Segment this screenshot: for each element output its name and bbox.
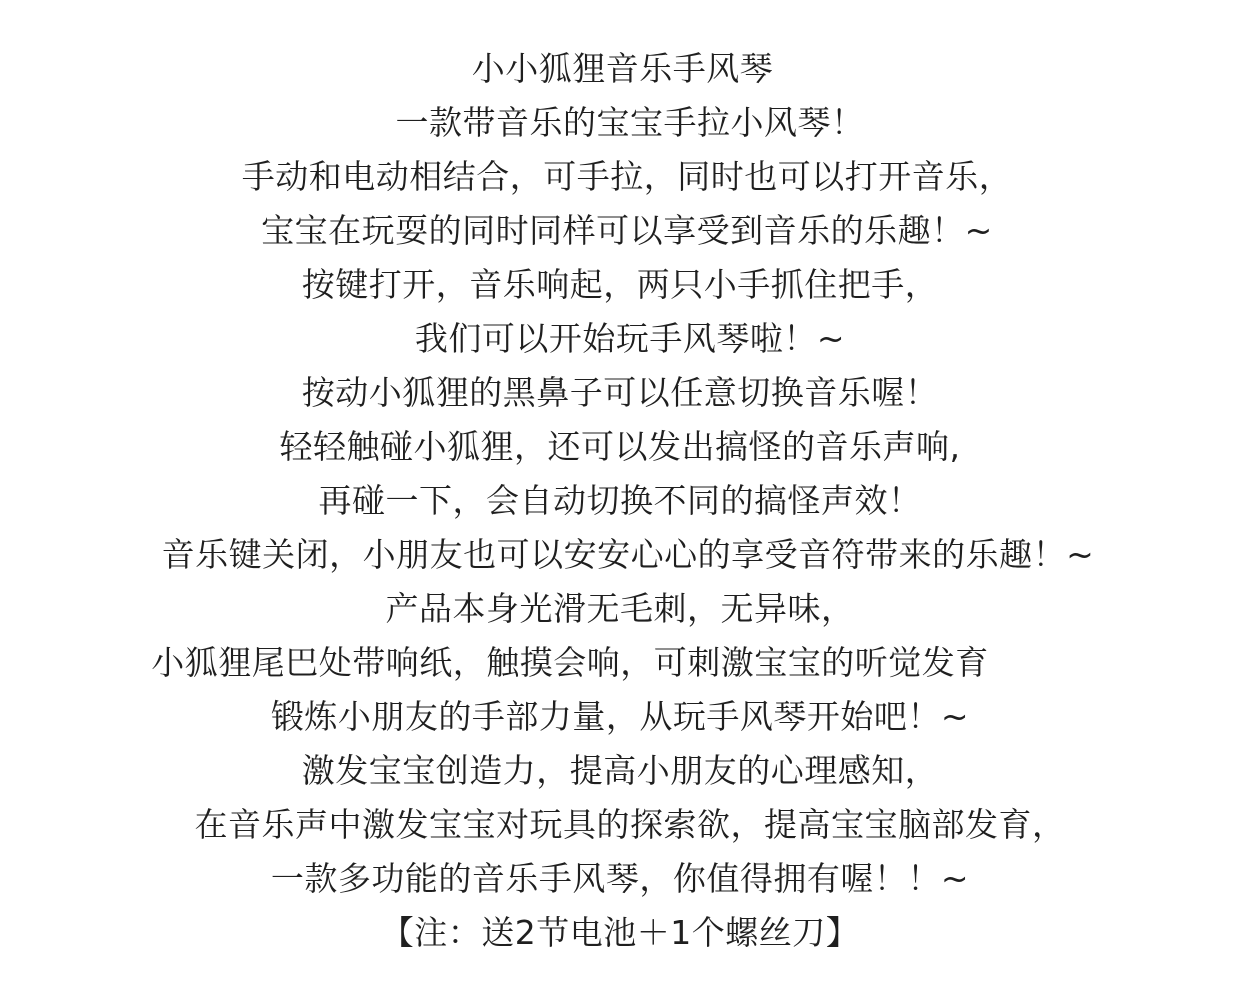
description-note: 【注：送2节电池＋1个螺丝刀】 (380, 913, 860, 952)
description-line: 激发宝宝创造力，提高小朋友的心理感知， (301, 751, 939, 790)
description-line: 手动和电动相结合，可手拉，同时也可以打开音乐， (241, 157, 1013, 196)
description-line: 按动小狐狸的黑鼻子可以任意切换音乐喔！ (301, 373, 939, 412)
description-line: 产品本身光滑无毛刺，无异味， (385, 589, 855, 628)
description-line: 在音乐声中激发宝宝对玩具的探索欲，提高宝宝脑部发育， (194, 805, 1066, 844)
description-line: 小狐狸尾巴处带响纸，触摸会响，可刺激宝宝的听觉发育 (151, 643, 989, 682)
description-line: 轻轻触碰小狐狸，还可以发出搞怪的音乐声响, (279, 427, 961, 466)
description-line: 一款带音乐的宝宝手拉小风琴！ (395, 103, 865, 142)
product-description (0, 42, 1240, 960)
description-line: 我们可以开始玩手风琴啦！~ (414, 319, 846, 358)
description-line: 音乐键关闭，小朋友也可以安安心心的享受音符带来的乐趣！~ (161, 535, 1095, 574)
description-title: 小小狐狸音乐手风琴 (471, 49, 774, 88)
description-line: 一款多功能的音乐手风琴，你值得拥有喔！！~ (270, 859, 970, 898)
description-line: 按键打开，音乐响起，两只小手抓住把手， (301, 265, 939, 304)
description-line: 再碰一下，会自动切换不同的搞怪声效！ (318, 481, 922, 520)
description-line: 宝宝在玩耍的同时同样可以享受到音乐的乐趣！~ (261, 211, 993, 250)
description-line: 锻炼小朋友的手部力量，从玩手风琴开始吧！~ (270, 697, 970, 736)
